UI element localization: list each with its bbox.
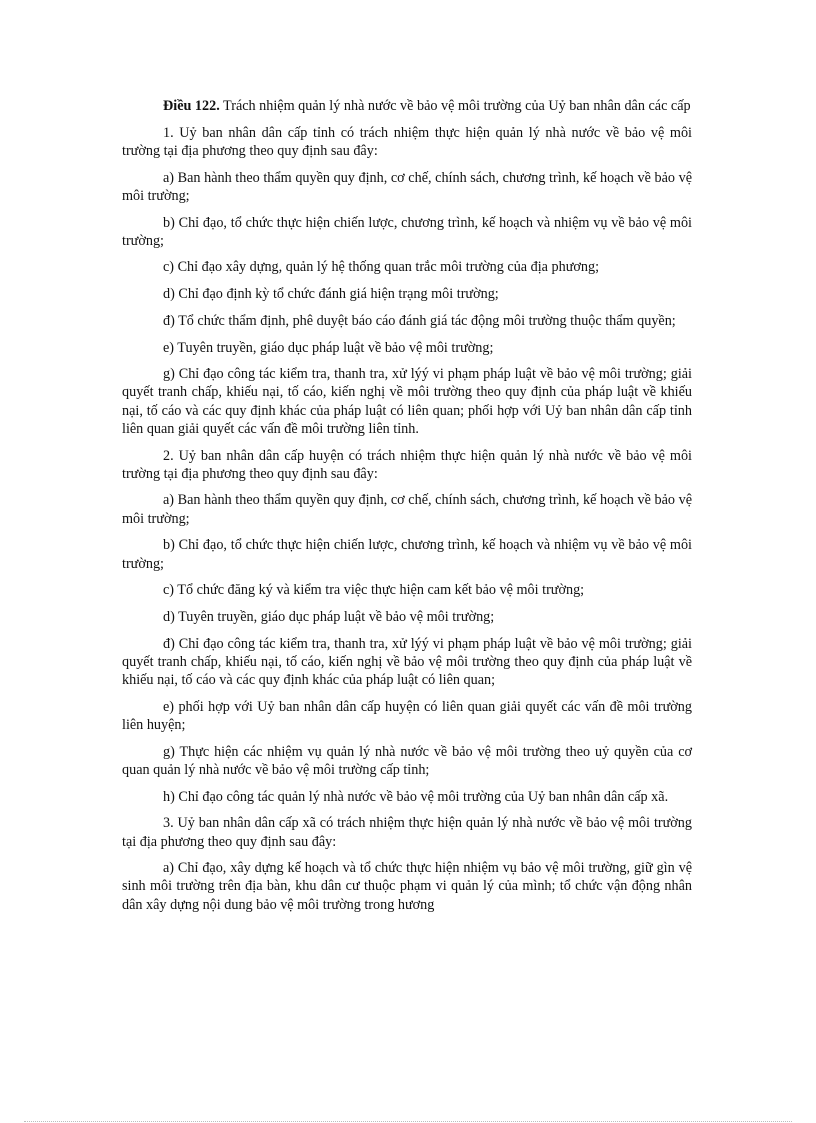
section-1-intro: 1. Uỷ ban nhân dân cấp tỉnh có trách nhiệm thực hiện quản lý nhà nước về bảo vệ môi trường tại địa phương theo quy định sau đây:: [122, 124, 692, 159]
section-2-item-d: d) Tuyên truyền, giáo dục pháp luật về bảo vệ môi trường;: [163, 608, 495, 625]
section-2-item-dd: đ) Chỉ đạo công tác kiểm tra, thanh tra, xử lýý vi phạm pháp luật về bảo vệ môi trường; giải quyết tranh chấp, khiếu nại, tố cáo, kiến nghị về bảo vệ môi trường theo quy định của pháp luật về khiếu nại, tố cáo và các quy định khác của pháp luật có liên quan;: [122, 635, 692, 689]
section-1-item-c: c) Chỉ đạo xây dựng, quản lý hệ thống quan trắc môi trường của địa phương;: [163, 259, 600, 276]
section-1-item-d: d) Chỉ đạo định kỳ tổ chức đánh giá hiện trạng môi trường;: [163, 286, 499, 303]
section-1-item-b: b) Chỉ đạo, tổ chức thực hiện chiến lược, chương trình, kế hoạch và nhiệm vụ về bảo vệ môi trường;: [122, 214, 692, 249]
section-1-item-a: a) Ban hành theo thẩm quyền quy định, cơ chế, chính sách, chương trình, kế hoạch về bảo vệ môi trường;: [122, 169, 692, 204]
article-heading: [122, 97, 692, 115]
article-title: Trách nhiệm quản lý nhà nước về bảo vệ môi trường của Uỷ ban nhân dân các cấp: [223, 98, 691, 114]
section-3-intro: 3. Uỷ ban nhân dân cấp xã có trách nhiệm thực hiện quản lý nhà nước về bảo vệ môi trường tại địa phương theo quy định sau đây:: [122, 815, 692, 850]
section-2-item-h: h) Chỉ đạo công tác quản lý nhà nước về bảo vệ môi trường của Uỷ ban nhân dân cấp xã.: [163, 788, 669, 805]
section-1-item-g: g) Chỉ đạo công tác kiểm tra, thanh tra, xử lýý vi phạm pháp luật về bảo vệ môi trường; giải quyết tranh chấp, khiếu nại, tố cáo, kiến nghị về môi trường theo quy định của pháp luật về khiếu nại, tố cáo và các quy định khác của pháp luật có liên quan; phối hợp với Uỷ ban nhân dân cấp tỉnh liên quan giải quyết các vấn đề môi trường liên tỉnh.: [122, 366, 692, 437]
section-1-item-dd: đ) Tổ chức thẩm định, phê duyệt báo cáo đánh giá tác động môi trường thuộc thẩm quyền;: [163, 312, 676, 329]
section-2-intro: 2. Uỷ ban nhân dân cấp huyện có trách nhiệm thực hiện quản lý nhà nước về bảo vệ môi trường tại địa phương theo quy định sau đây:: [122, 447, 692, 482]
section-2-item-g: g) Thực hiện các nhiệm vụ quản lý nhà nước về bảo vệ môi trường theo uỷ quyền của cơ quan quản lý nhà nước về bảo vệ môi trường cấp tỉnh;: [122, 743, 692, 778]
section-2-item-a: a) Ban hành theo thẩm quyền quy định, cơ chế, chính sách, chương trình, kế hoạch về bảo vệ môi trường;: [122, 492, 692, 527]
page-bottom-divider: [24, 1121, 792, 1122]
section-2-item-c: c) Tổ chức đăng ký và kiểm tra việc thực hiện cam kết bảo vệ môi trường;: [163, 582, 585, 599]
section-3-item-a: a) Chỉ đạo, xây dựng kế hoạch và tổ chức thực hiện nhiệm vụ bảo vệ môi trường, giữ gìn vệ sinh môi trường trên địa bàn, khu dân cư thuộc phạm vi quản lý của mình; tổ chức vận động nhân dân xây dựng nội dung bảo vệ môi trường trong hương: [122, 860, 692, 913]
section-2-item-e: e) phối hợp với Uỷ ban nhân dân cấp huyện có liên quan giải quyết các vấn đề môi trường liên huyện;: [122, 698, 692, 733]
article-label: Điều 122.: [163, 98, 220, 114]
section-2-item-b: b) Chỉ đạo, tổ chức thực hiện chiến lược, chương trình, kế hoạch và nhiệm vụ về bảo vệ môi trường;: [122, 537, 692, 572]
document-body: [122, 97, 692, 922]
section-1-item-e: e) Tuyên truyền, giáo dục pháp luật về bảo vệ môi trường;: [163, 339, 494, 356]
